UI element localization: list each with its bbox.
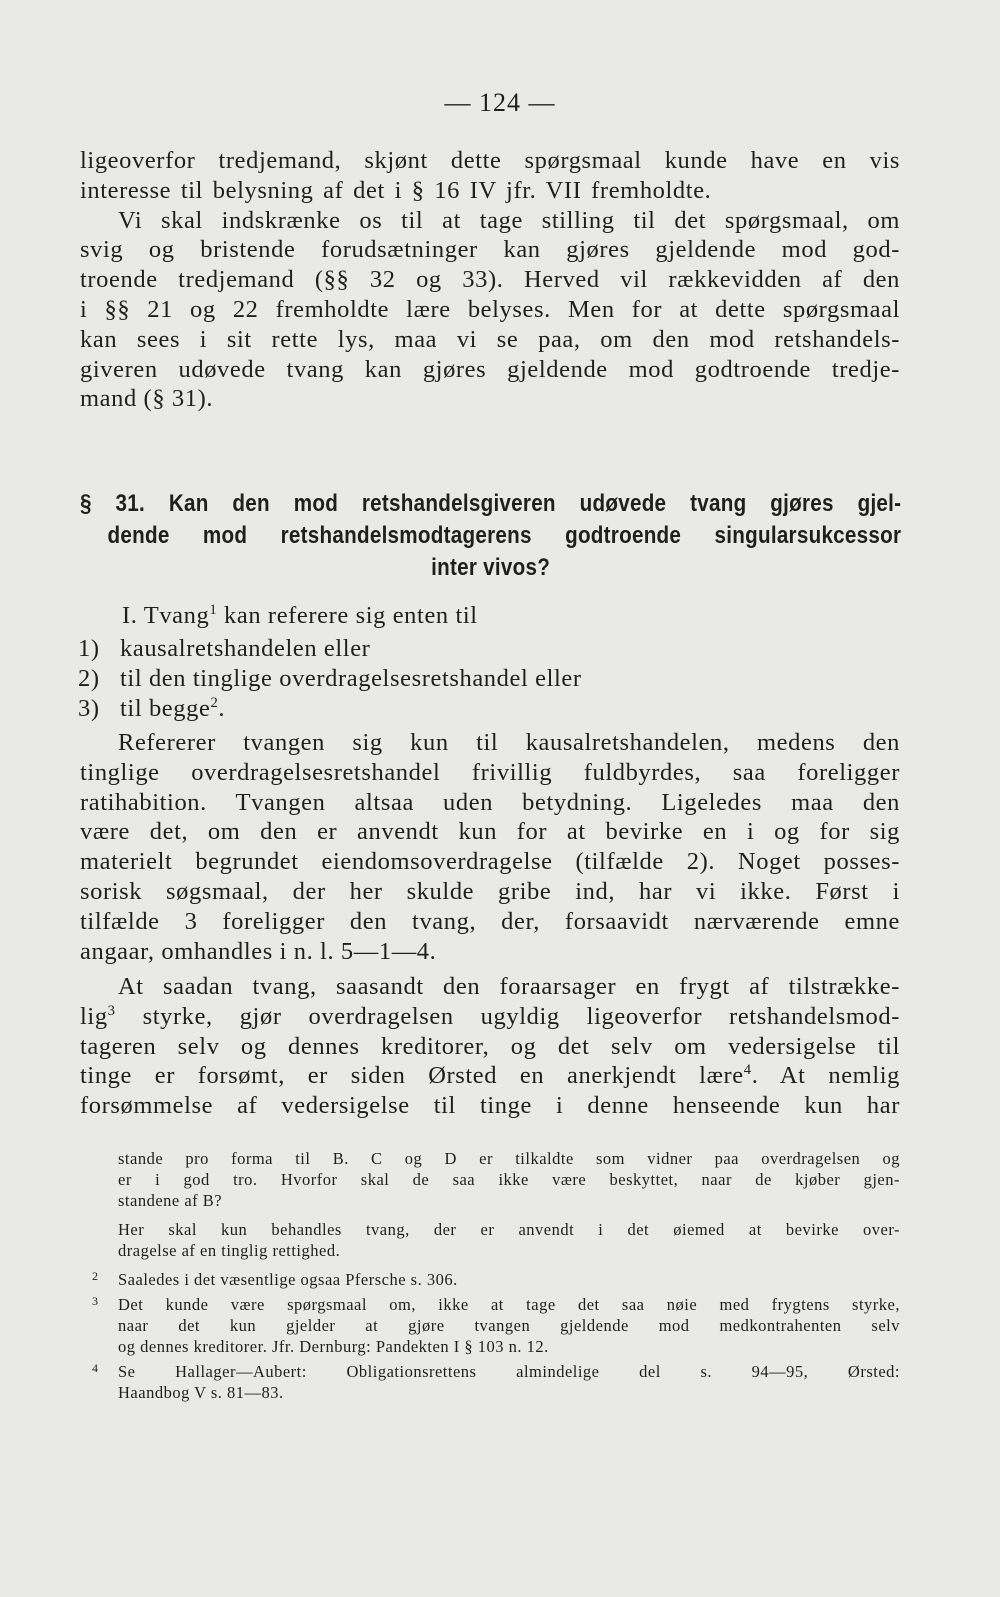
text-line: kan sees i sit rette lys, maa vi se paa, om den mod retshandels- (80, 325, 900, 353)
footnote-ref: 3 (107, 1002, 116, 1019)
list-number: 3) (78, 695, 100, 722)
text-fragment: tinge er forsømt, er siden Ørsted en anerkjendt lære (80, 1062, 744, 1090)
heading-line: inter vivos? (431, 554, 551, 581)
numbered-list (78, 634, 582, 724)
list-text: kausalretshandelen eller (120, 635, 371, 662)
text-line: At saadan tvang, saasandt den foraarsager en frygt af tilstrække- (118, 973, 900, 1000)
text-line: giveren udøvede tvang kan gjøres gjeldende mod godtroende tredje- (80, 355, 900, 383)
footnote-number: 2 (92, 1269, 99, 1283)
text-line: forsømmelse af vedersigelse til tinge i denne henseende kun har (80, 1092, 900, 1120)
list-item (78, 634, 582, 664)
list-intro-text: kan referere sig enten til (217, 602, 478, 629)
text-line: i §§ 21 og 22 fremholdte lære belyses. Men for at dette spørgsmaal (80, 295, 900, 323)
text-line: sorisk søgsmaal, der her skulde gribe ind, har vi ikke. Først i (80, 877, 900, 905)
footnote-line: standene af B? (118, 1191, 223, 1210)
text-line: tinglige overdragelsesretshandel frivillig fuldbyrdes, saa foreligger (80, 758, 900, 786)
text-line: være det, om den er anvendt kun for at bevirke en i og for sig (80, 818, 900, 846)
footnote-line: Se Hallager—Aubert: Obligationsrettens almindelige del s. 94—95, Ørsted: (118, 1362, 900, 1381)
footnote-ref: 2 (210, 694, 219, 711)
text-fragment: lig (80, 1002, 108, 1030)
intro-paragraph (80, 146, 900, 414)
footnote-1 (118, 1219, 900, 1261)
footnote-line: Her skal kun behandles tvang, der er anvendt i det øiemed at bevirke over- (118, 1220, 900, 1239)
footnote-line: Det kunde være spørgsmaal om, ikke at tage det saa nøie med frygtens styrke, (118, 1295, 900, 1314)
text-fragment: styrke, gjør overdragelsen ugyldig ligeoverfor retshandelsmod- (115, 1002, 900, 1030)
footnote-line: Saaledes i det væsentlige ogsaa Pfersche s. 306. (118, 1270, 458, 1289)
footnote-number: 3 (92, 1294, 99, 1308)
list-item (78, 664, 582, 694)
list-intro (122, 602, 478, 630)
footnotes (92, 1148, 900, 1411)
heading-line: § 31. Kan den mod retshandelsgiveren udøvede tvang gjøres gjel- (80, 490, 902, 517)
text-line: materielt begrundet eiendomsoverdragelse (tilfælde 2). Noget posses- (80, 848, 900, 876)
footnote-line: stande pro forma til B. C og D er tilkaldte som vidner paa overdragelsen og (118, 1149, 900, 1168)
paragraph-orsted (80, 972, 900, 1121)
list-text: . (218, 695, 226, 722)
footnote-line: naar det kun gjelder at gjøre tvangen gjeldende mod medkontrahenten selv (118, 1316, 900, 1335)
text-line: svig og bristende forudsætninger kan gjøres gjeldende mod god- (80, 236, 900, 264)
text-fragment: . At nemlig (751, 1062, 900, 1090)
text-line: Vi skal indskrænke os til at tage stilling til det spørgsmaal, om (118, 206, 900, 234)
text-line: ligeoverfor tredjemand, skjønt dette spørgsmaal kunde have en vis (80, 147, 900, 174)
text-line: angaar, omhandles i n. l. 5—1—4. (80, 937, 437, 965)
text-line: mand (§ 31). (80, 385, 214, 413)
text-line: ratihabition. Tvangen altsaa uden betydning. Ligeledes maa den (80, 788, 900, 816)
footnote-2 (92, 1269, 900, 1290)
list-number: 1) (78, 635, 100, 662)
list-item (78, 694, 582, 724)
footnote-3 (92, 1294, 900, 1357)
footnote-line: dragelse af en tinglig rettighed. (118, 1241, 341, 1260)
section-heading (80, 488, 902, 584)
footnote-line: er i god tro. Hvorfor skal de saa ikke være beskyttet, naar de kjøber gjen- (118, 1170, 900, 1189)
footnote-line: Haandbog V s. 81—83. (118, 1383, 284, 1402)
text-line: tageren selv og dennes kreditorer, og det selv om vedersigelse til (80, 1032, 900, 1060)
page-number: — 124 — (444, 88, 556, 117)
footnote-ref: 4 (743, 1062, 752, 1079)
heading-line: dende mod retshandelsmodtagerens godtroende singularsukcessor (107, 522, 902, 549)
list-text: til begge (120, 695, 211, 722)
text-line: interesse til belysning af det i § 16 IV jfr. VII fremholdte. (80, 176, 712, 204)
list-text: til den tinglige overdragelsesretshandel eller (120, 665, 582, 692)
text-line: tilfælde 3 foreligger den tvang, der, forsaavidt nærværende emne (80, 907, 900, 935)
text-line (80, 1002, 900, 1032)
footnote-continued (118, 1148, 900, 1211)
list-intro-text: I. Tvang (122, 602, 210, 629)
footnote-line: og dennes kreditorer. Jfr. Dernburg: Pandekten I § 103 n. 12. (118, 1337, 549, 1356)
text-line: troende tredjemand (§§ 32 og 33). Herved vil rækkevidden af den (80, 266, 900, 294)
footnote-ref: 1 (209, 601, 218, 618)
list-number: 2) (78, 665, 100, 692)
footnote-4 (92, 1361, 900, 1403)
paragraph-ratihabition (80, 728, 900, 966)
text-line (80, 1061, 900, 1091)
footnote-number: 4 (92, 1361, 99, 1375)
text-line: Refererer tvangen sig kun til kausalretshandelen, medens den (118, 729, 900, 756)
